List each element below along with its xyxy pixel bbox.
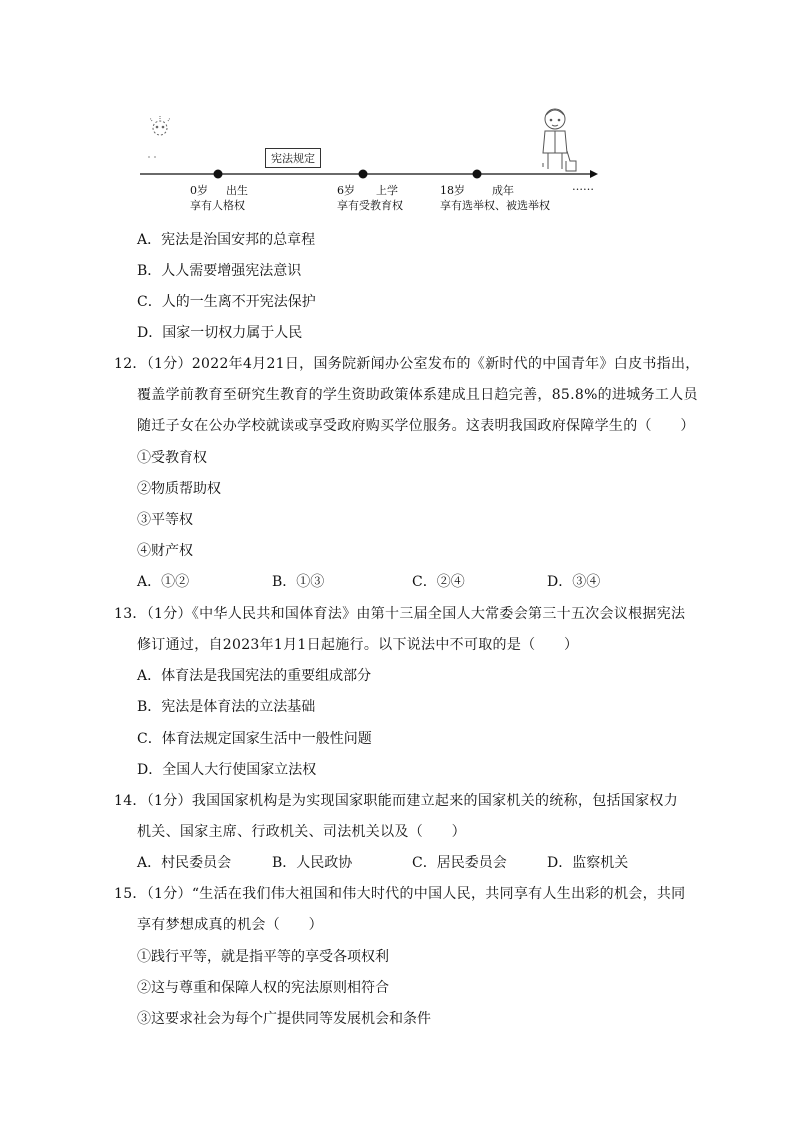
q14-option-c: C．居民委员会 [412,855,507,871]
arrow-head-icon [590,170,598,178]
q15-item: ③这要求社会为每个广提供同等发展机会和条件 [137,1011,431,1027]
q12-stem-line: 覆盖学前教育至研究生教育的学生资助政策体系建成且日趋完善，85.8%的进城务工人员 [137,387,698,403]
q14-option-b: B．人民政协 [272,855,353,871]
timeline-event: 出生 [226,184,248,197]
timeline-right: 享有人格权 [190,199,245,212]
timeline-age: 18岁 [440,184,465,197]
q12-option-c: C．②④ [412,574,465,590]
q13-option-c: C．体育法规定国家生活中一般性问题 [137,731,372,747]
q15-item: ②这与尊重和保障人权的宪法原则相符合 [137,980,389,996]
q13-stem-line: 13．（1分）《中华人民共和国体育法》由第十三届全国人大常委会第三十五次会议根据宪法 [114,606,686,622]
q15-stem-line: 15．（1分）“生活在我们伟大祖国和伟大时代的中国人民，共同享有人生出彩的机会，共同 [114,886,686,902]
timeline-age: 0岁 [190,184,208,197]
q12-item: ③平等权 [137,512,193,528]
q13-option-a: A．体育法是我国宪法的重要组成部分 [137,668,372,684]
q12-option-a: A．①② [137,574,190,590]
timeline-dot [359,170,368,179]
q14-stem-line: 14．（1分）我国国家机构是为实现国家职能而建立起来的国家机关的统称，包括国家权力 [114,793,679,809]
q13-option-b: B．宪法是体育法的立法基础 [137,699,316,715]
q15-item: ①践行平等，就是指平等的享受各项权利 [137,949,389,965]
q14-option-d: D．监察机关 [547,855,629,871]
q12-stem-line: 12．（1分）2022年4月21日，国务院新闻办公室发布的《新时代的中国青年》白皮书指出， [114,356,700,372]
timeline-event: 上学 [376,184,398,197]
timeline-dot [473,170,482,179]
timeline-event: 成年 [492,184,514,197]
q11-option-d: D．国家一切权力属于人民 [137,325,303,341]
q12-option-b: B．①③ [272,574,325,590]
q12-item: ②物质帮助权 [137,481,221,497]
timeline-right: 享有选举权、被选举权 [440,199,550,212]
q12-option-d: D．③④ [547,574,601,590]
q15-stem-line: 享有梦想成真的机会（ ） [137,917,323,933]
baby-illustration [148,116,170,157]
q11-option-a: A．宪法是治国安邦的总章程 [137,232,316,248]
q14-option-a: A．村民委员会 [137,855,232,871]
q14-stem-line: 机关、国家主席、行政机关、司法机关以及（ ） [137,824,466,840]
timeline-graphic [130,105,610,185]
q12-item: ④财产权 [137,543,193,559]
timeline-ellipsis: …… [572,180,594,193]
elder-illustration [543,109,576,171]
q12-item: ①受教育权 [137,450,207,466]
q13-option-d: D．全国人大行使国家立法权 [137,762,317,778]
timeline-dot [214,170,223,179]
q11-option-c: C．人的一生离不开宪法保护 [137,294,316,310]
q12-stem-line: 随迁子女在公办学校就读或享受政府购买学位服务。这表明我国政府保障学生的（ ） [137,418,695,434]
q13-stem-line: 修订通过，自2023年1月1日起施行。以下说法中不可取的是（ ） [137,637,579,653]
timeline-age: 6岁 [337,184,355,197]
q11-option-b: B．人人需要增强宪法意识 [137,263,302,279]
timeline-right: 享有受教育权 [337,199,403,212]
timeline-box-label: 宪法规定 [265,148,321,168]
